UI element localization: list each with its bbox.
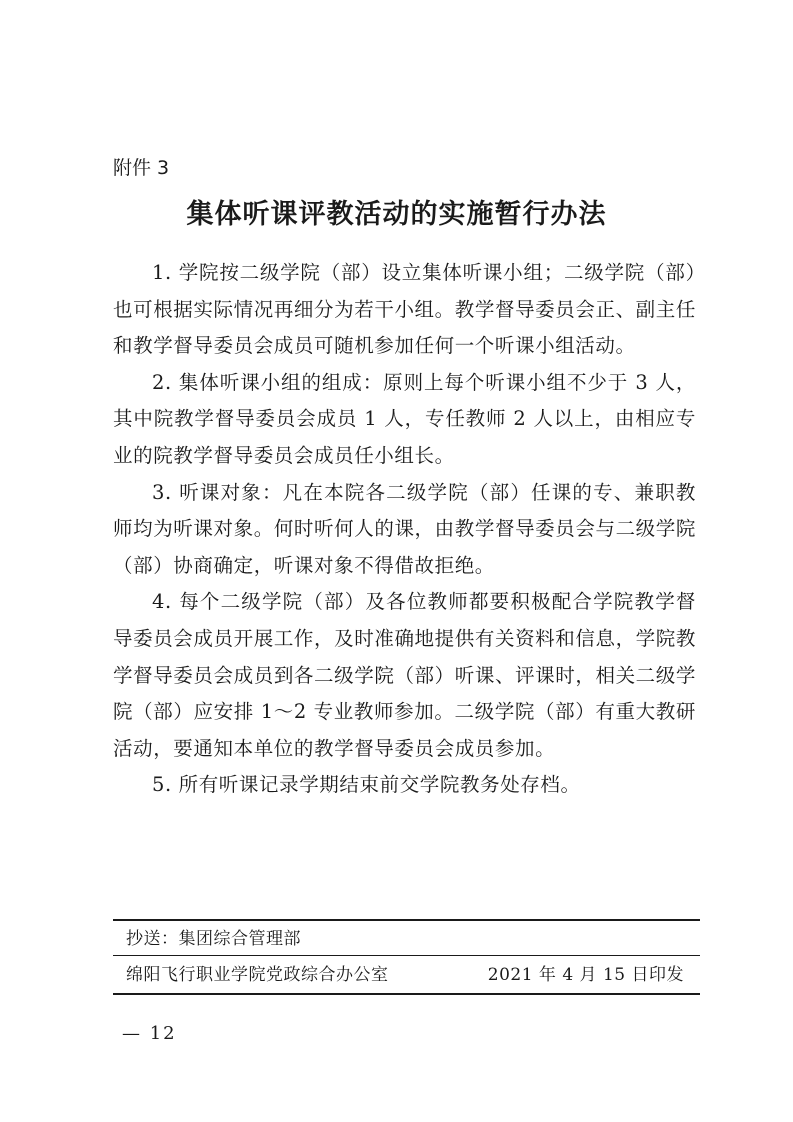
- footer-bottom-rule: [113, 993, 700, 995]
- attachment-label: 附件 3: [113, 157, 170, 179]
- document-title: 集体听课评教活动的实施暂行办法: [186, 199, 607, 230]
- cc-line: 抄送：集团综合管理部: [126, 929, 301, 949]
- footer-middle-rule: [113, 955, 700, 956]
- document-body: [113, 255, 696, 804]
- paragraph-1: 1. 学院按二级学院（部）设立集体听课小组；二级学院（部）也可根据实际情况再细分为若干小组。教学督导委员会正、副主任和教学督导委员会成员可随机参加任何一个听课小组活动。: [113, 261, 696, 358]
- paragraph-5: 5. 所有听课记录学期结束前交学院教务处存档。: [152, 773, 581, 797]
- paragraph-4: 4. 每个二级学院（部）及各位教师都要积极配合学院教学督导委员会成员开展工作，及时准确地提供有关资料和信息，学院教学督导委员会成员到各二级学院（部）听课、评课时，相关二级学院（部）应安排 1～2 专业教师参加。二级学院（部）有重大教研活动，要通知本单位的教学督导委员会成员参加。: [113, 590, 696, 760]
- page-number: — 12: [122, 1023, 177, 1044]
- issuing-office: 绵阳飞行职业学院党政综合办公室: [126, 965, 389, 985]
- paragraph-2: 2. 集体听课小组的组成：原则上每个听课小组不少于 3 人，其中院教学督导委员会成员 1 人，专任教师 2 人以上，由相应专业的院教学督导委员会成员任小组长。: [113, 370, 696, 467]
- issue-date: 2021 年 4 月 15 日印发: [487, 965, 684, 985]
- footer-top-rule: [113, 919, 700, 921]
- paragraph-3: 3. 听课对象：凡在本院各二级学院（部）任课的专、兼职教师均为听课对象。何时听何人的课，由教学督导委员会与二级学院（部）协商确定，听课对象不得借故拒绝。: [113, 480, 696, 577]
